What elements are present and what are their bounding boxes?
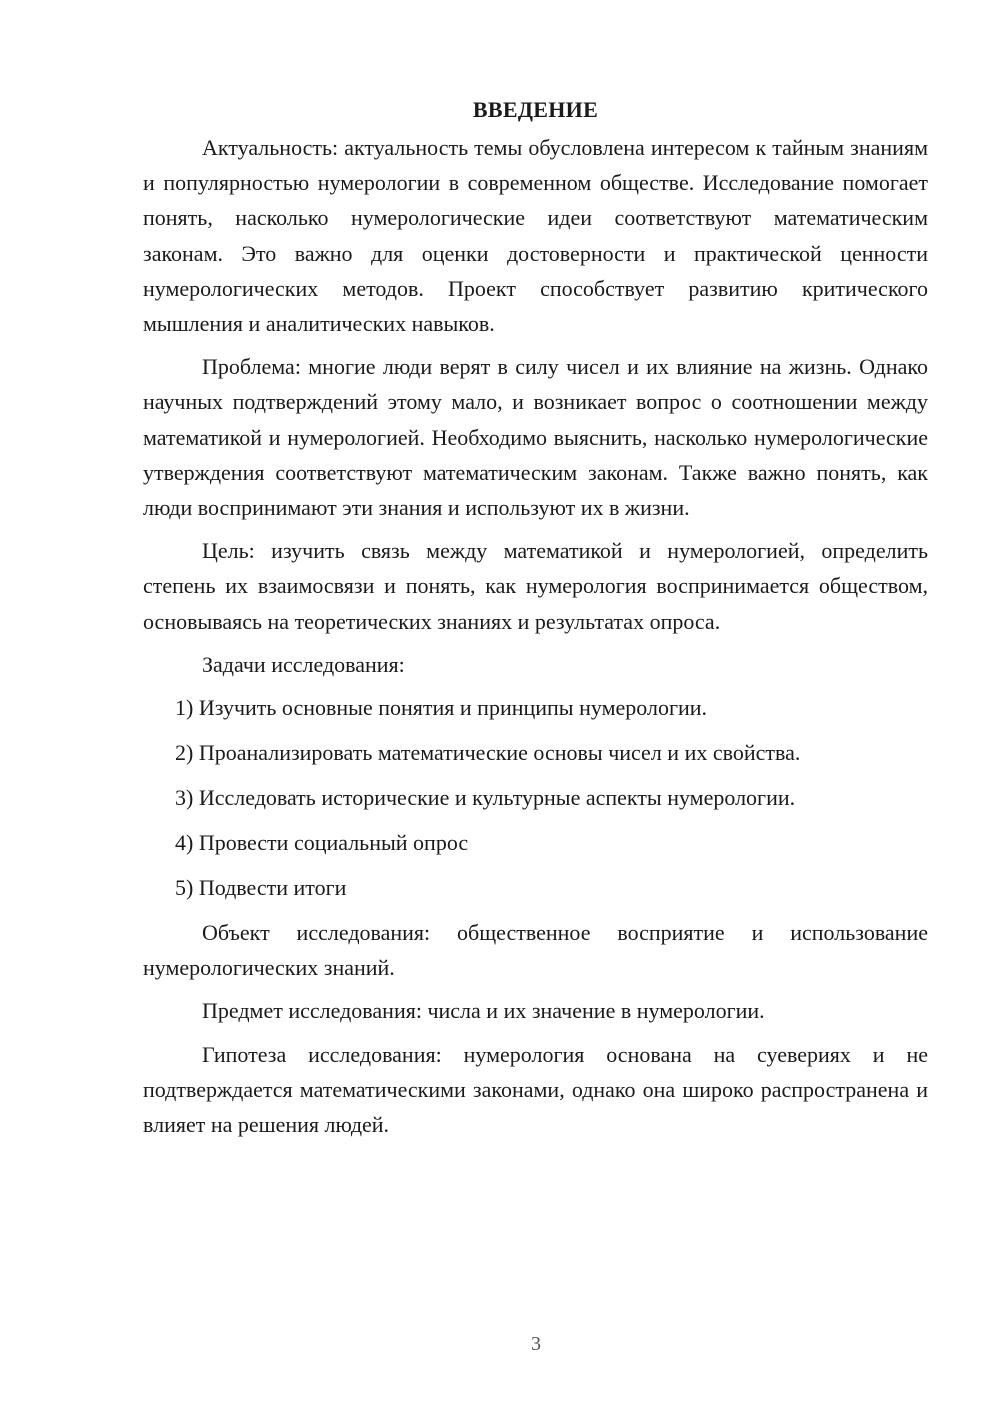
- list-item: 2) Проанализировать математические основы чисел и их свойства.: [175, 740, 801, 766]
- page-title: ВВЕДЕНИЕ: [472, 97, 599, 122]
- subject-paragraph: Предмет исследования: числа и их значение в нумерологии.: [202, 998, 765, 1024]
- page-number: 3: [531, 1333, 541, 1355]
- document-page: [143, 96, 928, 1150]
- relevance-paragraph: Актуальность: актуальность темы обусловлена интересом к тайным знаниям и популярностью нумерологии в современном обществе. Исследование помогает понять, насколько нумерологические идеи соответствуют математическим законам. Это важно для оценки достоверности и практической ценности нумерологических методов. Проект способствует развитию критического мышления и аналитических навыков.: [143, 135, 928, 337]
- object-paragraph: Объект исследования: общественное восприятие и использование нумерологических знаний.: [143, 920, 928, 981]
- tasks-heading: Задачи исследования:: [202, 651, 405, 677]
- problem-paragraph: Проблема: многие люди верят в силу чисел и их влияние на жизнь. Однако научных подтверждений этому мало, и возникает вопрос о соотношении между математикой и нумерологией. Необходимо выяснить, насколько нумерологические утверждения соответствуют математическим законам. Также важно понять, как люди воспринимают эти знания и используют их в жизни.: [143, 354, 928, 521]
- list-item: 4) Провести социальный опрос: [175, 830, 469, 856]
- tasks-list: [143, 690, 928, 905]
- hypothesis-paragraph: Гипотеза исследования: нумерология основана на суевериях и не подтверждается математическими законами, однако она широко распространена и влияет на решения людей.: [143, 1041, 928, 1138]
- list-item: 3) Исследовать исторические и культурные аспекты нумерологии.: [175, 785, 796, 811]
- list-item: 1) Изучить основные понятия и принципы нумерологии.: [175, 695, 708, 721]
- goal-paragraph: Цель: изучить связь между математикой и нумерологией, определить степень их взаимосвязи и понять, как нумерология воспринимается обществом, основываясь на теоретических знаниях и результатах опроса.: [143, 538, 928, 634]
- list-item: 5) Подвести итоги: [175, 875, 347, 901]
